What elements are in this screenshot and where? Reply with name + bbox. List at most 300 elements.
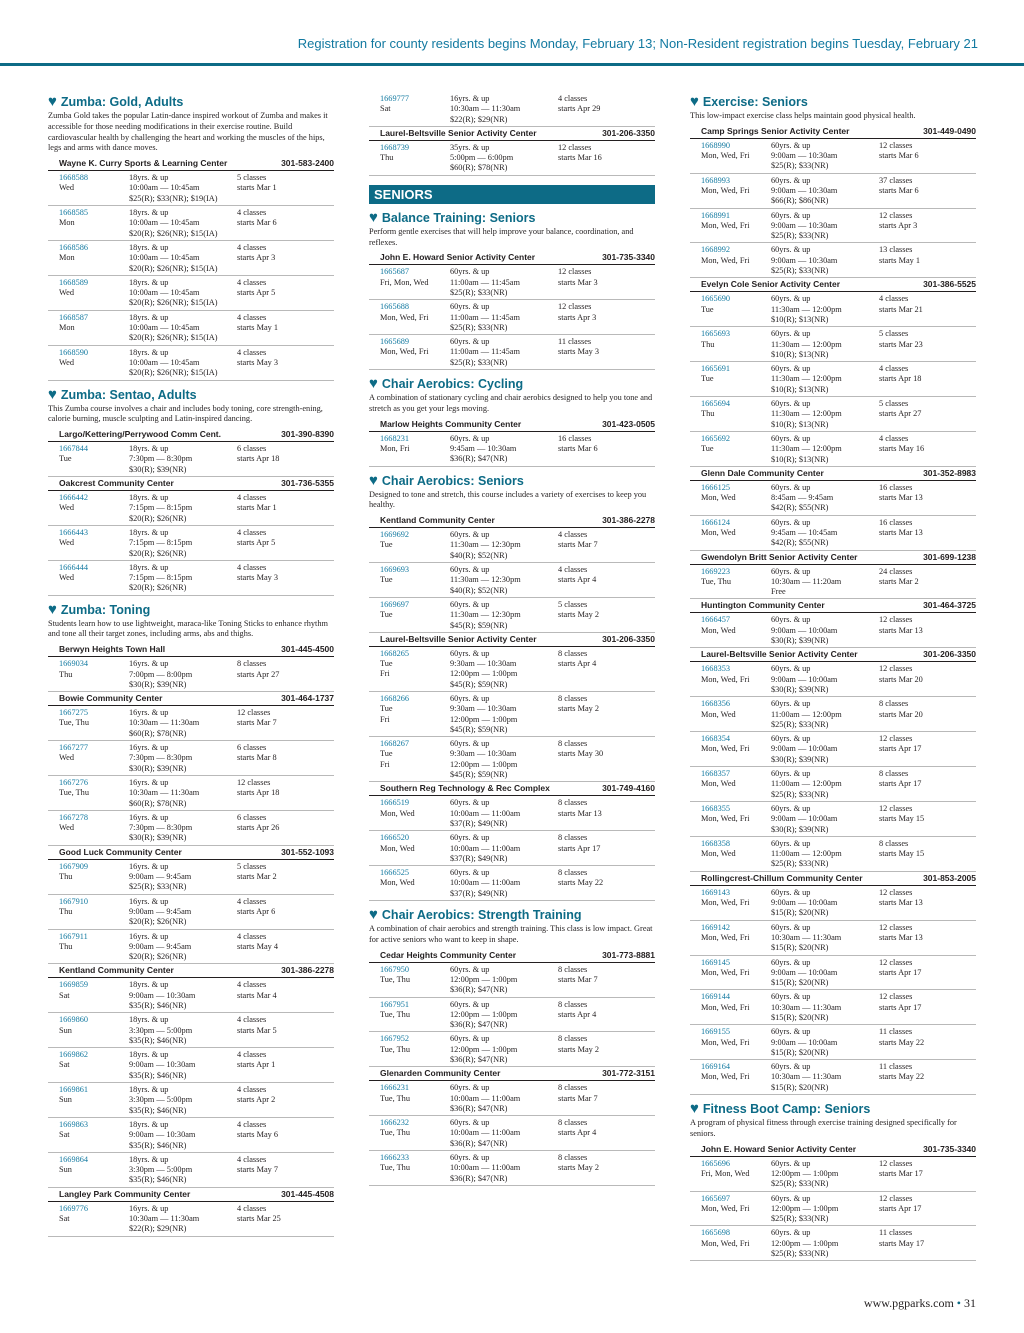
class-code[interactable]: 1668586 <box>59 242 89 252</box>
class-code[interactable]: 1668354 <box>701 734 731 744</box>
class-fee: $15(R); $20(NR) <box>771 1012 829 1022</box>
class-code[interactable]: 1669776 <box>59 1203 89 1213</box>
class-days: Fri <box>380 714 390 724</box>
class-code[interactable]: 1666520 <box>380 833 410 843</box>
section-title: Chair Aerobics: Seniors <box>381 473 524 488</box>
class-age: 18yrs. & up <box>129 277 169 287</box>
class-details <box>450 798 558 829</box>
class-code[interactable]: 1666231 <box>380 1083 410 1093</box>
class-code[interactable]: 1667951 <box>380 999 410 1009</box>
location-name: John E. Howard Senior Activity Center <box>701 1143 857 1154</box>
class-time: 12:00pm — 1:00pm <box>450 974 518 984</box>
class-details <box>450 565 558 596</box>
class-code[interactable]: 1665691 <box>701 364 731 374</box>
class-row <box>690 397 976 432</box>
class-code[interactable]: 1667275 <box>59 708 89 718</box>
class-count: 12 classes <box>879 992 913 1002</box>
class-code[interactable]: 1666444 <box>59 562 89 572</box>
class-details <box>129 1015 237 1046</box>
class-code[interactable]: 1669864 <box>59 1154 89 1164</box>
class-code[interactable]: 1669144 <box>701 992 731 1002</box>
section-heading <box>369 210 655 226</box>
location-header <box>690 551 976 565</box>
class-code[interactable]: 1669155 <box>701 1027 731 1037</box>
class-time: 9:45am — 10:30am <box>450 443 517 453</box>
class-code[interactable]: 1667276 <box>59 777 89 787</box>
class-section <box>690 1101 976 1261</box>
class-time: 9:00am — 10:00am <box>771 674 838 684</box>
class-row <box>48 1118 334 1153</box>
class-age: 18yrs. & up <box>129 562 169 572</box>
class-days: Tue <box>701 304 714 314</box>
class-days: Tue <box>380 659 393 669</box>
class-row <box>48 1083 334 1118</box>
class-code[interactable]: 1666457 <box>701 615 731 625</box>
class-details <box>771 664 879 695</box>
class-code[interactable]: 1667277 <box>59 743 89 753</box>
class-row <box>690 767 976 802</box>
class-id-days <box>380 1000 450 1031</box>
class-code[interactable]: 1665698 <box>701 1228 731 1238</box>
class-start: starts Mar 21 <box>879 304 923 314</box>
class-time: 11:00am — 12:00pm <box>771 779 842 789</box>
class-details <box>771 483 879 514</box>
class-schedule <box>558 337 655 368</box>
class-days: Wed <box>59 288 74 298</box>
heart-icon: ♥ <box>369 906 378 924</box>
class-id-days <box>380 833 450 864</box>
class-time: 10:30am — 11:30am <box>129 718 200 728</box>
class-code[interactable]: 1666443 <box>59 527 89 537</box>
location-name: John E. Howard Senior Activity Center <box>380 252 536 263</box>
class-code[interactable]: 1668266 <box>380 693 410 703</box>
section-heading <box>48 387 334 403</box>
class-count: 12 classes <box>879 803 913 813</box>
class-fee: $45(R); $59(NR) <box>450 770 508 780</box>
class-details <box>771 399 879 430</box>
class-schedule <box>879 615 976 646</box>
class-code[interactable]: 1668992 <box>701 245 731 255</box>
class-id-days <box>701 211 771 242</box>
class-details <box>129 1155 237 1186</box>
class-code[interactable]: 1668265 <box>380 648 410 658</box>
location-header <box>369 418 655 432</box>
class-time: 10:30am — 11:20am <box>771 576 842 586</box>
class-start: starts Apr 2 <box>237 1095 276 1105</box>
class-schedule <box>558 267 655 298</box>
class-days: Mon, Wed <box>701 528 736 537</box>
class-code[interactable]: 1666525 <box>380 868 410 878</box>
class-age: 18yrs. & up <box>129 312 169 322</box>
class-code[interactable]: 1665687 <box>380 267 410 277</box>
class-time: 10:30am — 11:30am <box>129 788 200 798</box>
class-days: Wed <box>59 753 74 763</box>
class-days: Sat <box>59 1214 70 1224</box>
class-row <box>369 998 655 1033</box>
class-id-days <box>701 245 771 276</box>
class-time: 12:00pm — 1:00pm <box>771 1203 839 1213</box>
class-details <box>129 444 237 475</box>
class-code[interactable]: 1666125 <box>701 482 731 492</box>
class-details <box>450 530 558 561</box>
class-time: 7:15pm — 8:15pm <box>129 573 193 583</box>
class-age: 18yrs. & up <box>129 1154 169 1164</box>
class-time: 10:30am — 11:30am <box>450 104 521 114</box>
class-code[interactable]: 1665694 <box>701 399 731 409</box>
class-fee: $15(R); $20(NR) <box>771 908 829 918</box>
class-details <box>129 563 237 594</box>
class-code[interactable]: 1669143 <box>701 887 731 897</box>
class-details <box>129 708 237 739</box>
class-id-days <box>701 958 771 989</box>
class-code[interactable]: 1667909 <box>59 861 89 871</box>
class-count: 8 classes <box>558 868 588 878</box>
class-count: 4 classes <box>237 277 267 287</box>
class-code[interactable]: 1667844 <box>59 444 89 454</box>
class-count: 4 classes <box>237 896 267 906</box>
class-row <box>369 866 655 901</box>
class-code[interactable]: 1668231 <box>380 433 410 443</box>
class-id-days <box>59 243 129 274</box>
class-details <box>771 211 879 242</box>
heart-icon: ♥ <box>369 471 378 489</box>
class-details <box>450 649 558 690</box>
class-age: 18yrs. & up <box>129 347 169 357</box>
class-fee: $35(R); $46(NR) <box>129 1070 187 1080</box>
class-code[interactable]: 1666519 <box>380 798 410 808</box>
class-row <box>369 831 655 866</box>
class-details <box>450 267 558 298</box>
class-count: 12 classes <box>879 664 913 674</box>
class-details <box>771 329 879 360</box>
class-code[interactable]: 1666232 <box>380 1118 410 1128</box>
class-code[interactable]: 1668993 <box>701 175 731 185</box>
class-days: Tue <box>380 540 393 550</box>
class-details <box>771 1194 879 1225</box>
class-row <box>690 516 976 551</box>
class-id-days <box>701 294 771 325</box>
class-details <box>771 567 879 598</box>
class-days: Mon, Wed, Fri <box>701 220 750 230</box>
class-code[interactable]: 1665692 <box>701 433 731 443</box>
class-fee: $42(R); $55(NR) <box>771 503 829 513</box>
class-code[interactable]: 1666442 <box>59 493 89 503</box>
class-days: Fri <box>380 759 390 769</box>
class-id-days <box>59 932 129 963</box>
class-row <box>690 1060 976 1095</box>
section-heading <box>690 94 976 110</box>
class-time: 9:00am — 9:45am <box>129 872 192 882</box>
class-days: Tue <box>380 704 393 714</box>
class-row <box>48 1013 334 1048</box>
class-row <box>48 860 334 895</box>
class-start: starts Apr 18 <box>879 374 922 384</box>
class-days: Sat <box>380 104 391 114</box>
class-count: 12 classes <box>879 922 913 932</box>
class-code[interactable]: 1668585 <box>59 208 89 218</box>
class-id-days <box>701 664 771 695</box>
heart-icon: ♥ <box>48 600 57 618</box>
class-row <box>48 1048 334 1083</box>
section-heading <box>369 907 655 923</box>
class-fee: $45(R); $59(NR) <box>450 724 508 734</box>
class-code[interactable]: 1667911 <box>59 931 88 941</box>
class-code[interactable]: 1669693 <box>380 565 410 575</box>
page-number: 31 <box>964 1296 976 1310</box>
class-id-days <box>701 699 771 730</box>
class-id-days <box>59 897 129 928</box>
class-row <box>48 811 334 846</box>
page-header <box>0 0 1024 66</box>
class-code[interactable]: 1668589 <box>59 277 89 287</box>
location-name: Evelyn Cole Senior Activity Center <box>701 279 841 290</box>
class-age: 60yrs. & up <box>771 364 811 374</box>
class-time: 7:15pm — 8:15pm <box>129 503 193 513</box>
class-row <box>48 561 334 596</box>
class-schedule <box>879 699 976 730</box>
class-code[interactable]: 1665696 <box>701 1158 731 1168</box>
class-id-days <box>701 992 771 1023</box>
class-start: starts Mar 20 <box>879 709 923 719</box>
class-code[interactable]: 1667950 <box>380 964 410 974</box>
class-days: Sat <box>59 1130 70 1140</box>
website-link[interactable]: www.pgparks.com <box>863 1296 954 1310</box>
class-age: 60yrs. & up <box>771 140 811 150</box>
class-schedule <box>237 659 334 690</box>
class-details <box>129 208 237 239</box>
class-count: 12 classes <box>558 267 592 277</box>
class-code[interactable]: 1669862 <box>59 1050 89 1060</box>
class-id-days <box>59 813 129 844</box>
class-id-days <box>380 868 450 899</box>
class-time: 10:00am — 11:00am <box>450 878 521 888</box>
class-code[interactable]: 1666124 <box>701 517 731 527</box>
class-age: 60yrs. & up <box>771 245 811 255</box>
class-fee: $30(R); $39(NR) <box>771 824 829 834</box>
section-description: A combination of stationary cycling and chair aerobics designed to help you tone and stretch as you get your legs moving. <box>369 393 653 413</box>
class-code[interactable]: 1669223 <box>701 566 731 576</box>
class-code[interactable]: 1669697 <box>380 599 410 609</box>
class-start: starts Mar 7 <box>558 540 598 550</box>
class-details <box>771 294 879 325</box>
class-row <box>48 491 334 526</box>
class-code[interactable]: 1668356 <box>701 699 731 709</box>
class-start: starts Apr 26 <box>237 823 280 833</box>
class-fee: $30(R); $39(NR) <box>129 833 187 843</box>
location-name: Berwyn Heights Town Hall <box>59 644 166 655</box>
class-start: starts Mar 7 <box>558 1093 598 1103</box>
class-code[interactable]: 1665693 <box>701 329 731 339</box>
class-id-days <box>380 565 450 596</box>
class-schedule <box>879 1159 976 1190</box>
class-code[interactable]: 1668739 <box>380 142 410 152</box>
class-days: Mon, Wed <box>701 625 736 635</box>
class-code[interactable]: 1667952 <box>380 1034 410 1044</box>
class-days: Mon, Wed, Fri <box>701 814 750 824</box>
class-code[interactable]: 1669034 <box>59 659 89 669</box>
class-age: 16yrs. & up <box>129 812 169 822</box>
class-id-days <box>701 804 771 835</box>
class-start: starts Apr 17 <box>879 1203 922 1213</box>
class-time: 9:00am — 10:30am <box>771 151 838 161</box>
class-count: 12 classes <box>879 734 913 744</box>
class-start: starts Mar 13 <box>879 528 923 537</box>
class-details <box>129 173 237 204</box>
class-code[interactable]: 1669164 <box>701 1062 731 1072</box>
class-code[interactable]: 1669692 <box>380 530 410 540</box>
class-id-days <box>701 567 771 598</box>
class-start: starts Mar 20 <box>879 674 923 684</box>
class-schedule <box>237 278 334 309</box>
class-id-days <box>59 493 129 524</box>
class-fee: $60(R); $78(NR) <box>129 728 187 738</box>
class-details <box>771 615 879 646</box>
class-fee: $45(R); $59(NR) <box>450 620 508 630</box>
class-schedule <box>558 798 655 829</box>
class-code[interactable]: 1668267 <box>380 739 410 749</box>
class-days: Tue, Thu <box>701 576 731 586</box>
class-time: 10:00am — 10:45am <box>129 357 200 367</box>
class-id-days <box>701 1194 771 1225</box>
class-code[interactable]: 1668355 <box>701 803 731 813</box>
class-code[interactable]: 1668588 <box>59 173 89 183</box>
section-description: A combination of chair aerobics and strength training. This class is low impact. Great for active seniors who want to keep in shape. <box>369 924 653 944</box>
location-phone: 301-386-2278 <box>281 965 334 976</box>
class-time: 11:30am — 12:00pm <box>771 339 842 349</box>
class-start: starts May 4 <box>237 941 279 951</box>
class-age: 60yrs. & up <box>771 1158 811 1168</box>
class-code[interactable]: 1668358 <box>701 838 731 848</box>
class-age: 60yrs. & up <box>771 566 811 576</box>
class-id-days <box>59 348 129 379</box>
class-code[interactable]: 1669142 <box>701 922 731 932</box>
class-schedule <box>558 1118 655 1149</box>
class-count: 4 classes <box>879 433 909 443</box>
class-row <box>369 300 655 335</box>
class-code[interactable]: 1665688 <box>380 302 410 312</box>
class-code[interactable]: 1665690 <box>701 294 731 304</box>
location-phone: 301-583-2400 <box>281 158 334 169</box>
class-code[interactable]: 1666233 <box>380 1153 410 1163</box>
class-id-days <box>59 1085 129 1116</box>
class-age: 60yrs. & up <box>450 302 490 312</box>
class-code[interactable]: 1665689 <box>380 337 410 347</box>
class-details <box>129 278 237 309</box>
class-time: 5:00pm — 6:00pm <box>450 153 514 163</box>
class-age: 60yrs. & up <box>450 1034 490 1044</box>
class-days: Thu <box>59 941 73 951</box>
class-details <box>450 337 558 368</box>
class-schedule <box>237 743 334 774</box>
class-id-days <box>701 769 771 800</box>
class-code[interactable]: 1669859 <box>59 980 89 990</box>
class-code[interactable]: 1668353 <box>701 664 731 674</box>
class-age: 60yrs. & up <box>450 530 490 540</box>
class-id-days <box>701 888 771 919</box>
class-details <box>450 94 558 125</box>
class-code[interactable]: 1668991 <box>701 210 731 220</box>
class-code[interactable]: 1669777 <box>380 94 410 103</box>
location-header <box>690 599 976 613</box>
class-details <box>129 932 237 963</box>
location-name: Glenarden Community Center <box>380 1068 501 1079</box>
class-row <box>369 692 655 737</box>
class-age: 60yrs. & up <box>450 1153 490 1163</box>
class-fee: $25(R); $33(NR) <box>450 357 508 367</box>
class-schedule <box>558 868 655 899</box>
class-row <box>48 776 334 811</box>
location-phone: 301-423-0505 <box>602 418 655 429</box>
class-age: 60yrs. & up <box>450 337 490 347</box>
class-start: starts May 30 <box>558 749 604 759</box>
class-code[interactable]: 1668590 <box>59 347 89 357</box>
class-fee: $30(R); $39(NR) <box>129 763 187 773</box>
section-title: Zumba: Sentao, Adults <box>60 387 197 402</box>
class-count: 8 classes <box>879 838 909 848</box>
class-id-days <box>380 694 450 735</box>
class-id-days <box>701 483 771 514</box>
class-code[interactable]: 1669145 <box>701 957 731 967</box>
class-count: 4 classes <box>237 980 267 990</box>
page-footer <box>864 1296 976 1311</box>
class-schedule <box>879 839 976 870</box>
class-code[interactable]: 1667278 <box>59 812 89 822</box>
section-description: This Zumba course involves a chair and includes body toning, core strength-ening, calorie burning, muscle sculpting and Latin-inspired dancing. <box>48 403 323 424</box>
class-details <box>129 243 237 274</box>
class-start: starts May 15 <box>879 849 925 859</box>
class-count: 8 classes <box>558 999 588 1009</box>
class-schedule <box>237 778 334 809</box>
class-code[interactable]: 1669861 <box>59 1085 89 1095</box>
class-code[interactable]: 1667910 <box>59 896 89 906</box>
location-name: Rollingcrest-Chillum Community Center <box>701 872 863 883</box>
class-id-days <box>59 528 129 559</box>
class-code[interactable]: 1669863 <box>59 1119 89 1129</box>
class-schedule <box>879 923 976 954</box>
class-code[interactable]: 1669860 <box>59 1015 89 1025</box>
class-count: 8 classes <box>558 798 588 808</box>
location-phone: 301-386-5525 <box>923 279 976 290</box>
class-age: 18yrs. & up <box>129 527 169 537</box>
class-fee: $25(R); $33(NR) <box>771 231 829 241</box>
location-header <box>48 643 334 657</box>
class-start: starts Apr 1 <box>237 1060 276 1070</box>
class-row <box>369 1116 655 1151</box>
class-id-days <box>701 434 771 465</box>
class-fee: $36(R); $47(NR) <box>450 985 508 995</box>
class-code[interactable]: 1665697 <box>701 1193 731 1203</box>
location-header <box>48 1188 334 1202</box>
class-details <box>771 1062 879 1093</box>
class-fee: $36(R); $47(NR) <box>450 1103 508 1113</box>
class-days: Mon, Wed <box>701 709 736 719</box>
class-time: 8:45am — 9:45am <box>771 493 834 503</box>
class-fee: $30(R); $39(NR) <box>129 679 187 689</box>
location-phone: 301-735-3340 <box>923 1143 976 1154</box>
class-code[interactable]: 1668990 <box>701 140 731 150</box>
class-id-days <box>59 1015 129 1046</box>
class-count: 4 classes <box>237 562 267 572</box>
class-fee: $35(R); $46(NR) <box>129 1035 187 1045</box>
class-code[interactable]: 1668357 <box>701 769 731 779</box>
class-time: 3:30pm — 5:00pm <box>129 1025 193 1035</box>
class-days: Mon, Wed, Fri <box>701 674 750 684</box>
class-time: 10:30am — 11:30am <box>771 1072 842 1082</box>
class-fee: $36(R); $47(NR) <box>450 1138 508 1148</box>
location-phone: 301-736-5355 <box>281 478 334 489</box>
class-code[interactable]: 1668587 <box>59 312 89 322</box>
class-days: Sun <box>59 1095 72 1105</box>
